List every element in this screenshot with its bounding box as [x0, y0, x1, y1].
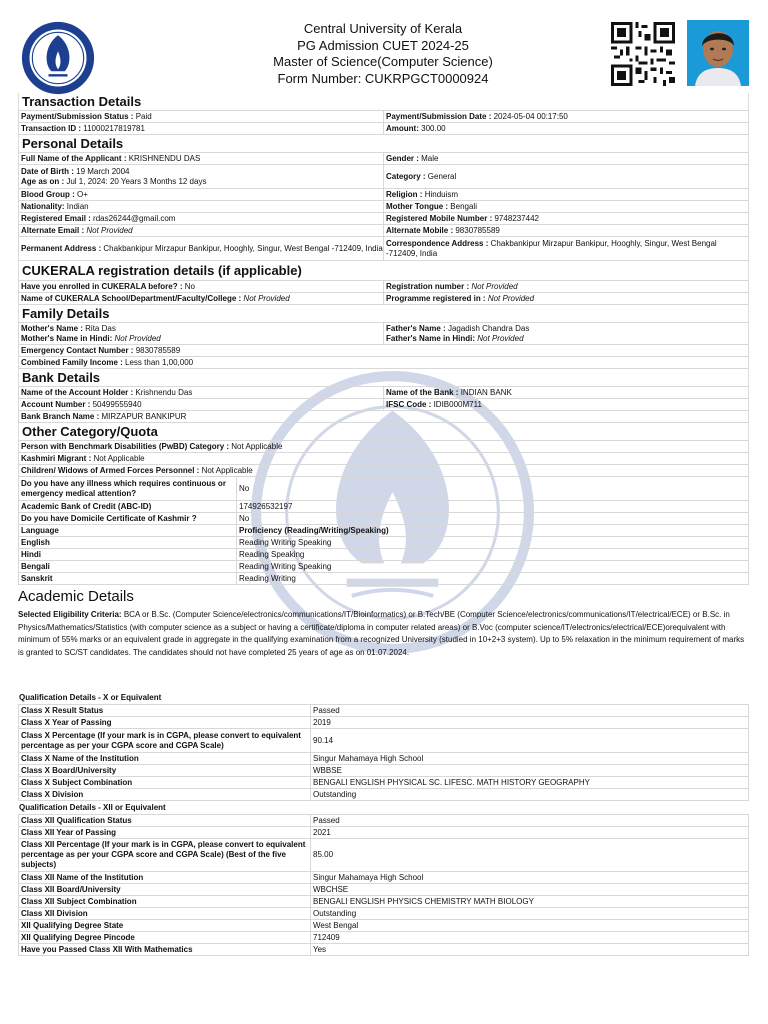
xii-qualification-title: Qualification Details - XII or Equivalent [19, 803, 166, 812]
eligibility-criteria: Selected Eligibility Criteria: BCA or B.Sc. (Computer Science/electronics/communications/IT/Bioinformatics) or B.Tech/BE (Computer Science/electronics/communications/IT/electrical/ECE) or B.Sc. in Physics/Mathematics/Statistics (with computer science as a subject or having a certificate/diploma in computer related areas) or B.Voc (computer science/IT/electronics/electrical/ECE)orequivalent with minimum of 55% marks or an equivalent grade in aggregate in the qualifying examination from a recognized University (studied in 10+2+3 system). Up to 5% relaxation in the minimum requirement of marks is granted to SC/ST candidates. The candidates should not have completed 25 years of age as on 01.07.2024. [18, 610, 745, 658]
table-row: Class X Division Outstanding [19, 789, 749, 801]
personal-section-title: Personal Details [18, 135, 749, 152]
bank-table [18, 386, 749, 423]
registration-number: Registration number : Not Provided [384, 281, 749, 293]
form-number: Form Number: CUKRPGCT0000924 [277, 70, 489, 86]
qr-code-icon [611, 22, 675, 86]
alternate-email: Alternate Email : Not Provided [19, 225, 384, 237]
transaction-section-title: Transaction Details [18, 93, 749, 110]
table-row: Class XII Subject Combination BENGALI ENGLISH PHYSICS CHEMISTRY MATH BIOLOGY [19, 896, 749, 908]
ifsc-code: IFSC Code : IDIB000M711 [384, 399, 749, 411]
table-row: Have you Passed Class XII With Mathematics Yes [19, 944, 749, 956]
language-row: Hindi Reading Speaking [19, 549, 749, 561]
form-heading [168, 21, 598, 87]
emergency-contact: Emergency Contact Number : 9830785589 [19, 345, 749, 357]
personal-table [18, 152, 749, 261]
table-row: Class XII Name of the Institution Singur Mahamaya High School [19, 872, 749, 884]
table-row: Class XII Division Outstanding [19, 908, 749, 920]
registered-email: Registered Email : rdas26244@gmail.com [19, 213, 384, 225]
admission-title: PG Admission CUET 2024-25 [297, 37, 469, 53]
abc-id-value: 174926532197 [237, 501, 749, 513]
religion: Religion : Hinduism [384, 189, 749, 201]
dob-age: Date of Birth : 19 March 2004 Age as on : Jul 1, 2024: 20 Years 3 Months 12 days [19, 165, 384, 189]
programme-registered: Programme registered in : Not Provided [384, 293, 749, 305]
applicant-photo [687, 20, 749, 86]
x-qualification-title: Qualification Details - X or Equivalent [19, 693, 162, 702]
category: Category : General [384, 165, 749, 189]
proficiency-header: Proficiency (Reading/Writing/Speaking) [237, 525, 749, 537]
illness-answer: No [237, 477, 749, 501]
bank-section-title: Bank Details [18, 369, 749, 386]
family-section-title: Family Details [18, 305, 749, 322]
registered-mobile: Registered Mobile Number : 9748237442 [384, 213, 749, 225]
program-name: Master of Science(Computer Science) [273, 54, 493, 69]
university-name: Central University of Kerala [303, 21, 463, 36]
table-row: Class XII Qualification Status Passed [19, 815, 749, 827]
domicile-answer: No [237, 513, 749, 525]
alternate-mobile: Alternate Mobile : 9830785589 [384, 225, 749, 237]
university-seal-icon [20, 20, 96, 96]
table-row: Class X Board/University WBBSE [19, 765, 749, 777]
nationality: Nationality: Indian [19, 201, 384, 213]
applicant-name: Full Name of the Applicant : KRISHNENDU DAS [19, 153, 384, 165]
form-header [18, 18, 749, 93]
family-table [18, 322, 749, 369]
payment-status: Payment/Submission Status : Paid [19, 111, 384, 123]
table-row: XII Qualifying Degree State West Bengal [19, 920, 749, 932]
illness-question: Do you have any illness which requires continuous or emergency medical attention? [19, 477, 237, 501]
account-number: Account Number : 50499555940 [19, 399, 384, 411]
pwbd-category: Person with Benchmark Disabilities (PwBD) Category : Not Applicable [19, 441, 749, 453]
table-row: Class X Name of the Institution Singur Mahamaya High School [19, 753, 749, 765]
blood-group: Blood Group : O+ [19, 189, 384, 201]
table-row: Class X Year of Passing 2019 [19, 717, 749, 729]
mother-name: Mother's Name : Rita Das Mother's Name in Hindi: Not Provided [19, 323, 384, 345]
x-qualification-table [18, 704, 749, 801]
mother-tongue: Mother Tongue : Bengali [384, 201, 749, 213]
gender: Gender : Male [384, 153, 749, 165]
table-row: Class X Percentage (If your mark is in CGPA, please convert to equivalent percentage as per your CGPA score and CGPA Scale) 90.14 [19, 729, 749, 753]
correspondence-address: Correspondence Address : Chakbankipur Mirzapur Bankipur, Hooghly, Singur, West Bengal -712409, India [384, 237, 749, 261]
amount: Amount: 300.00 [384, 123, 749, 135]
table-row: XII Qualifying Degree Pincode 712409 [19, 932, 749, 944]
table-row: Class X Subject Combination BENGALI ENGLISH PHYSICAL SC. LIFESC. MATH HISTORY GEOGRAPHY [19, 777, 749, 789]
other-category-table [18, 440, 749, 585]
account-holder: Name of the Account Holder : Krishnendu Das [19, 387, 384, 399]
table-row: Class XII Board/University WBCHSE [19, 884, 749, 896]
table-row: Class XII Year of Passing 2021 [19, 827, 749, 839]
armed-forces: Children/ Widows of Armed Forces Personnel : Not Applicable [19, 465, 749, 477]
table-row: Class XII Percentage (If your mark is in CGPA, please convert to equivalent percentage as per your CGPA score and CGPA Scale) (Best of the five subjects) 85.00 [19, 839, 749, 872]
transaction-id: Transaction ID : 11000217819781 [19, 123, 384, 135]
cukerala-school: Name of CUKERALA School/Department/Faculty/College : Not Provided [19, 293, 384, 305]
cukerala-table [18, 280, 749, 305]
cukerala-section-title: CUKERALA registration details (if applicable) [18, 261, 749, 280]
transaction-table [18, 110, 749, 135]
family-income: Combined Family Income : Less than 1,00,000 [19, 357, 749, 369]
payment-date: Payment/Submission Date : 2024-05-04 00:17:50 [384, 111, 749, 123]
academic-section-title: Academic Details [18, 588, 134, 605]
table-row: Class X Result Status Passed [19, 705, 749, 717]
xii-qualification-table [18, 814, 749, 956]
branch-name: Bank Branch Name : MIRZAPUR BANKIPUR [19, 411, 749, 423]
language-row: English Reading Writing Speaking [19, 537, 749, 549]
enrolled-before: Have you enrolled in CUKERALA before? : No [19, 281, 384, 293]
permanent-address: Permanent Address : Chakbankipur Mirzapur Bankipur, Hooghly, Singur, West Bengal -712409, India [19, 237, 384, 261]
language-row: Sanskrit Reading Writing [19, 573, 749, 585]
father-name: Father's Name : Jagadish Chandra Das Father's Name in Hindi: Not Provided [384, 323, 749, 345]
abc-id-label: Academic Bank of Credit (ABC-ID) [19, 501, 237, 513]
bank-name: Name of the Bank : INDIAN BANK [384, 387, 749, 399]
domicile-question: Do you have Domicile Certificate of Kashmir ? [19, 513, 237, 525]
language-row: Bengali Reading Writing Speaking [19, 561, 749, 573]
kashmiri-migrant: Kashmiri Migrant : Not Applicable [19, 453, 749, 465]
language-header: Language [19, 525, 237, 537]
other-section-title: Other Category/Quota [18, 423, 749, 440]
